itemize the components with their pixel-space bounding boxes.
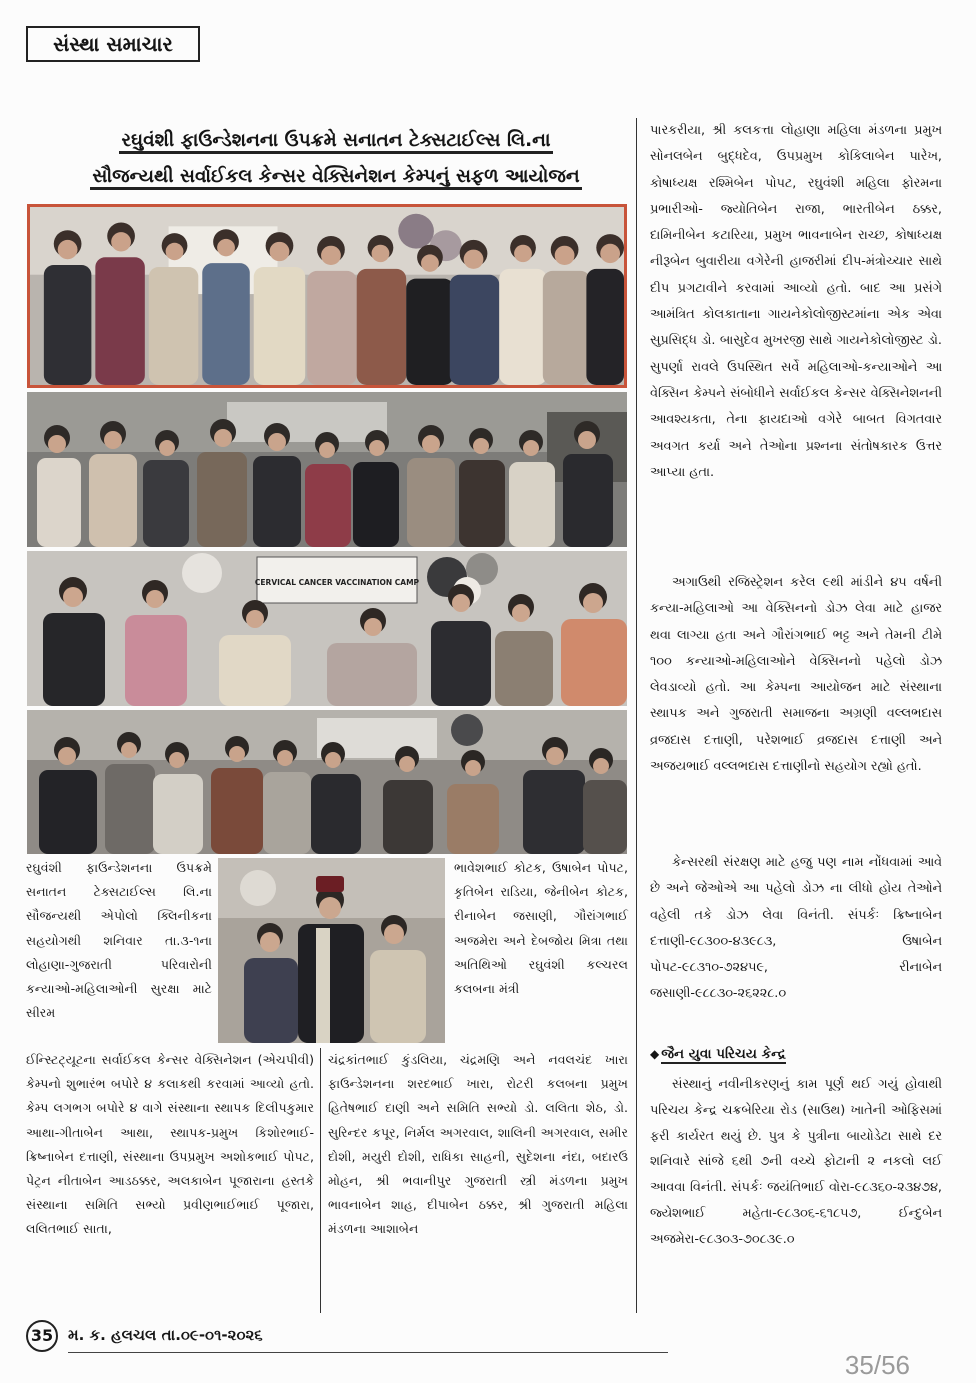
page-indicator: 35/56 [844, 1350, 910, 1380]
group-photo-mixed [27, 392, 627, 547]
page-number: 35 [26, 1320, 58, 1352]
inset-photo-guests [218, 858, 445, 1043]
article-col3-para3: કેન્સરથી સંરક્ષણ માટે હજુ પણ નામ નોંધવામાં આવે છે અને જેઓએ આ પહેલો ડોઝ ના લીધો હોય તેઓને વહેલી તકે ડોઝ લેવા વિનંતી. સંપર્કઃ ક્રિષ્નાબેન દત્તાણી-૯૮૩૦૦-૪૩૯૮૩, ઉષાબેન પોપટ-૯૮૩૧૦-૭૨૪૫૯, રીનાબેન જસાણી-૯૮૮૩૦-૨૬૨૨૮.૦ [650, 855, 942, 1002]
page-footer [26, 1318, 946, 1354]
headline-line1: રઘુવંશી ફાઉન્ડેશનના ઉપક્રમે સનાતન ટેક્સટાઈલ્સ લિ.ના [52, 126, 620, 156]
diamond-bullet-icon: ◆ [650, 1047, 660, 1061]
article-col1-bottom: ઈન્સ્ટિટ્યૂટના સર્વાઈકલ કેન્સર વેક્સિનેશન (એચપીવી) કેમ્પનો શુભારંભ બપોરે ૪ કલાકથી કરવામાં આવ્યો હતો. કેમ્પ લગભગ બપોરે ૪ વાગે સંસ્થાના સ્થાપક દિલીપકુમાર આથા-ગીતાબેન આથા, સ્થાપક-પ્રમુખ કિશોરભાઈ-ક્રિષ્નાબેન દત્તાણી, સંસ્થાના ઉપપ્રમુખ અશોકભાઈ પોપટ, પેટ્રન નીતાબેન આડઠક્કર, અલકાબેન પૂજારાના હસ્તકે સંસ્થાના સમિતિ સભ્યો પ્રવીણભાઈભાઈ પૂજારા, લલિતભાઈ સાતા, [26, 1052, 314, 1237]
article-col3-para2: અગાઉથી રજિસ્ટ્રેશન કરેલ ૯થી માંડીને ૪૫ વર્ષની કન્યા-મહિલાઓ આ વેક્સિનનો ડોઝ લેવા માટે હાજર થવા લાગ્યા હતા અને ગૌરાંગભાઈ ભટ્ટ અને તેમની ટીમે ૧૦૦ કન્યાઓ-મહિલાઓને વેક્સિનનો પહેલો ડોઝ લેવડાવ્યો હતો. આ કેમ્પના આયોજન માટે સંસ્થાના સ્થાપક અને ગુજરાતી સમાજના અગ્રણી વલ્લભદાસ વ્રજદાસ દત્તાણી, પરેશભાઈ વ્રજદાસ દત્તાણી અને અજયભાઈ વલ્લભદાસ દત્તાણીનો સહયોગ રહ્યો હતો. [650, 575, 942, 775]
article-col2-top: ભાવેશભાઈ કોટક, ઉષાબેન પોપટ, કૃતિબેન રાડિયા, જેનીબેન કોટક, રીનાબેન જસાણી, ગૌરાંગભાઈ અજમેરા અને દેબજોય મિત્રા તથા અતિથિઓ રઘુવંશી કલ્ચરલ કલબના મંત્રી [454, 860, 628, 997]
headline-line2: સૌજન્યથી સર્વાઈકલ કેન્સર વેક્સિનેશન કેમ્પનું સફળ આયોજન [52, 162, 620, 192]
footer-divider [68, 1352, 668, 1353]
publication-date: મ. ક. હલચલ તા.૦૯-૦૧-૨૦૨૬ [68, 1326, 263, 1344]
group-photo-women [27, 204, 627, 388]
jain-section-heading: ◆ જૈન યુવા પરિચય કેન્દ્ર [650, 1046, 786, 1062]
column-rule-left [320, 1048, 321, 1313]
section-label: સંસ્થા સમાચાર [26, 26, 200, 62]
jain-section-body: સંસ્થાનું નવીનીકરણનું કામ પૂર્ણ થઈ ગયું હોવાથી પરિચય કેન્દ્ર ચક્રબેરિયા રોડ (સાઉથ) ખાતેની ઓફિસમાં ફરી કાર્યરત થયું છે. પુત્ર કે પુત્રીના બાયોડેટા સાથે દર શનિવારે સાંજે ૬થી ૭ની વચ્ચે ફોટાની ૨ નકલો લઈ આવવા વિનંતી. સંપર્કઃ જયંતિભાઈ વોરા-૯૮૩૬૦-૨૩૪૭૪, જ્યેશભાઈ મહેતા-૯૮૩૦૬-૬૧૮૫૭, ઈન્દુબેન અજમેરા-૯૮૩૦૩-૭૦૮૩૯.૦ [650, 1077, 942, 1247]
article-col1-top: રઘુવંશી ફાઉન્ડેશનના ઉપક્રમે સનાતન ટેક્સટાઈલ્સ લિ.ના સૌજન્યથી એપોલો ક્લિનીકના સહયોગથી શનિવાર તા.૩-૧ના લોહાણા-ગુજરાતી પરિવારોની કન્યાઓ-મહિલાઓની સુરક્ષા માટે સીરમ [26, 860, 212, 1021]
article-col2-bottom: ચંદ્રકાંતભાઈ કુંડલિયા, ચંદ્રમણિ અને નવલચંદ ખારા ફાઉન્ડેશનના શરદભાઈ ખારા, રોટરી કલબના પ્રમુખ હિતેષભાઈ દાણી અને સમિતિ સભ્યો ડો. લલિતા શેઠ, ડો. સુરિન્દર કપૂર, નિર્મલ અગરવાલ, શાલિની અગરવાલ, સમીર દોશી, મયુરી દોશી, રાધિકા સાહની, સુદેશના નંદા, બદારઉ મોહન, શ્રી ભવાનીપુર ગુજરાતી સ્ત્રી મંડળના પ્રમુખ ભાવનાબેન શાહ, દીપાબેન ઠક્કર, શ્રી ગુજરાતી મહિલા મંડળના આશાબેન [328, 1052, 628, 1237]
group-photo-men [27, 710, 627, 854]
group-photo-camp-banner [27, 551, 627, 706]
camp-banner-text: CERVICAL CANCER VACCINATION CAMP [254, 578, 420, 587]
column-rule-right [636, 118, 637, 1313]
article-col3-para1: પારકરીયા, શ્રી કલકત્તા લોહાણા મહિલા મંડળના પ્રમુખ સોનલબેન બુદ્ધદેવ, ઉપપ્રમુખ કોકિલાબેન પારેખ, કોષાધ્યક્ષ રશ્મિબેન પોપટ, રઘુવંશી મહિલા ફોરમના પ્રભારીઓ- જ્યોતિબેન રાજા, ભારતીબેન ઠક્કર, દામિનીબેન કટારિયા, પ્રમુખ ભાવનાબેન રાચ્છ, કોષાધ્યક્ષ નીરૂબેન બુવારીયા વગેરેની હાજરીમાં દીપ-મંત્રોચ્ચાર સાથે દીપ પ્રગટાવીને કરવામાં આવ્યો હતો. બાદ આ પ્રસંગે આમંત્રિત કોલકાતાના ગાયનેકોલોજીસ્ટમાંના એક એવા સુપ્રસિદ્ધ ડો. બાસુદેવ મુખરજી સાથે ગાયનેકોલોજીસ્ટ ડો. સુપર્ણા રાવલે ઉપસ્થિત સર્વે મહિલાઓ-કન્યાઓને આ વેક્સિન કેમ્પને સંબોધીને સર્વાઈકલ કેન્સર વેક્સિનેશનની આવશ્યકતા, તેના ફાયદાઓ વગેરે બાબત વિગતવાર અવગત કર્યા અને તેઓના પ્રશ્નના સંતોષકારક ઉત્તર આપ્યા હતા. [650, 123, 942, 480]
